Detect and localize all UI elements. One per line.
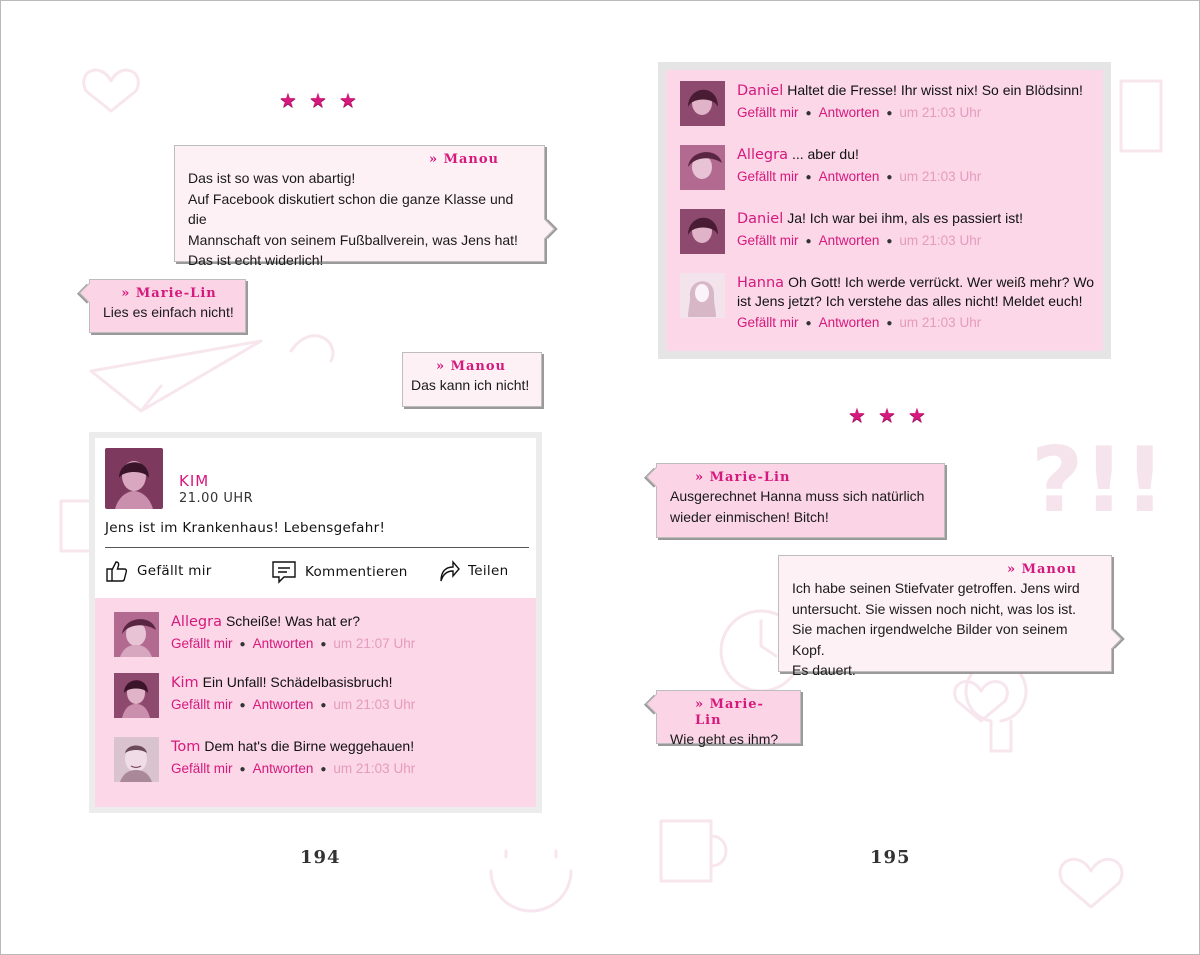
star-icon: ★: [279, 88, 297, 112]
commenter-name[interactable]: Daniel: [737, 83, 784, 99]
section-stars: [278, 90, 358, 110]
comment-like-link[interactable]: Gefällt mir: [737, 315, 799, 330]
share-label: Teilen: [468, 563, 509, 579]
comment-reply-link[interactable]: Antworten: [252, 697, 314, 712]
commenter-name[interactable]: Daniel: [737, 211, 784, 227]
comment-text: ... aber du!: [791, 146, 859, 162]
question-exclaim-doodle: ?!!: [1031, 428, 1166, 533]
avatar: [114, 612, 159, 657]
heart-doodle: [84, 70, 139, 111]
phone-doodle: [1121, 81, 1161, 151]
comment-row: Allegra ... aber du! Gefällt mir ● Antworten ● um 21:03 Uhr: [680, 145, 981, 190]
comment-row: Allegra Scheiße! Was hat er? Gefällt mir ● Antworten ● um 21:07 Uhr: [114, 612, 415, 657]
heart-doodle: [1060, 859, 1122, 907]
comment-row: Hanna Oh Gott! Ich werde verrückt. Wer weiß mehr? Wo ist Jens jetzt? Ich verstehe das alles nicht! Meldet euch! Gefällt mir ● Antworten ● um 21:03 Uhr: [680, 273, 1094, 333]
comment-text: ist Jens jetzt? Ich verstehe das alles nicht! Meldet euch!: [737, 293, 1083, 309]
swirl-doodle: [291, 336, 333, 361]
chat-bubble-manou: [402, 352, 542, 407]
bubble-sender: » Manou: [435, 359, 507, 374]
comment-text: Haltet die Fresse! Ihr wisst nix! So ein Blödsinn!: [787, 82, 1083, 98]
avatar: [680, 273, 725, 318]
bubble-sender: » Marie-Lin: [121, 286, 217, 301]
star-icon: ★: [309, 88, 327, 112]
avatar: [680, 209, 725, 254]
commenter-name[interactable]: Allegra: [737, 147, 788, 163]
commenter-name[interactable]: Kim: [171, 675, 199, 691]
chat-bubble-marie-lin: [656, 463, 945, 538]
heart-doodle: [955, 682, 1008, 721]
comments-section: [95, 598, 536, 807]
star-icon: ★: [908, 403, 926, 427]
avatar: [680, 81, 725, 126]
comment-button[interactable]: [271, 559, 408, 585]
bubble-text: Wie geht es ihm?: [670, 731, 779, 747]
star-icon: ★: [878, 403, 896, 427]
share-button[interactable]: [438, 559, 508, 583]
comment-row: Kim Ein Unfall! Schädelbasisbruch! Gefällt mir ● Antworten ● um 21:03 Uhr: [114, 673, 415, 718]
chat-bubble-manou: [778, 555, 1112, 678]
comment-like-link[interactable]: Gefällt mir: [171, 761, 233, 776]
avatar: [105, 448, 163, 509]
chat-bubble-manou: [174, 145, 545, 268]
post-actions: [105, 559, 525, 587]
comment-time: um 21:03 Uhr: [899, 233, 982, 248]
page-number: 194: [300, 847, 341, 868]
post-author[interactable]: KIM: [179, 472, 210, 490]
avatar: [114, 737, 159, 782]
bubble-text: Ausgerechnet Hanna muss sich natürlich wieder einmischen! Bitch!: [670, 488, 925, 525]
like-label: Gefällt mir: [137, 563, 212, 579]
comment-like-link[interactable]: Gefällt mir: [737, 169, 799, 184]
bubble-sender: » Manou: [1006, 562, 1077, 577]
comment-text: Ja! Ich war bei ihm, als es passiert ist!: [787, 210, 1023, 226]
share-arrow-icon: [438, 559, 460, 583]
comment-time: um 21:07 Uhr: [333, 636, 416, 651]
commenter-name[interactable]: Tom: [171, 739, 201, 755]
bubble-text: Das kann ich nicht!: [411, 377, 530, 393]
comment-row: Daniel Ja! Ich war bei ihm, als es passiert ist! Gefällt mir ● Antworten ● um 21:03 Uhr: [680, 209, 1023, 254]
like-button[interactable]: [105, 559, 212, 583]
bubble-sender: » Marie-Lin: [695, 697, 764, 728]
facebook-comment-thread: [658, 62, 1111, 359]
comment-time: um 21:03 Uhr: [333, 697, 416, 712]
comment-row: Daniel Haltet die Fresse! Ihr wisst nix! So ein Blödsinn! Gefällt mir ● Antworten ● um 21:03 Uhr: [680, 81, 1083, 126]
comment-reply-link[interactable]: Antworten: [252, 761, 314, 776]
post-time: 21.00 UHR: [179, 491, 254, 506]
comment-text: Dem hat's die Birne weggehauen!: [204, 738, 415, 754]
star-icon: ★: [339, 88, 357, 112]
comment-reply-link[interactable]: Antworten: [818, 105, 880, 120]
avatar: [114, 673, 159, 718]
comment-reply-link[interactable]: Antworten: [818, 315, 880, 330]
comment-label: Kommentieren: [305, 564, 408, 580]
bubble-sender: » Manou: [428, 152, 499, 167]
paper-plane-doodle: [91, 341, 261, 411]
commenter-name[interactable]: Allegra: [171, 614, 222, 630]
speech-bubble-icon: [271, 559, 297, 585]
comment-reply-link[interactable]: Antworten: [818, 233, 880, 248]
bubble-sender: » Marie-Lin: [695, 470, 791, 485]
comment-like-link[interactable]: Gefällt mir: [171, 636, 233, 651]
comment-reply-link[interactable]: Antworten: [818, 169, 880, 184]
commenter-name[interactable]: Hanna: [737, 275, 785, 291]
smiley-doodle: [491, 851, 571, 911]
comment-like-link[interactable]: Gefällt mir: [737, 105, 799, 120]
bubble-text: Das ist so was von abartig! Auf Facebook diskutiert schon die ganze Klasse und die Mannschaft von seinem Fußballverein, was Jens hat! Das ist echt widerlich!: [188, 170, 518, 268]
page-number: 195: [870, 847, 911, 868]
comment-time: um 21:03 Uhr: [899, 169, 982, 184]
comment-time: um 21:03 Uhr: [899, 105, 982, 120]
bubble-text: Ich habe seinen Stiefvater getroffen. Jens wird untersucht. Sie wissen noch nicht, was los ist. Sie machen irgendwelche Bilder von seinem Kopf. Es dauert.: [792, 580, 1080, 678]
comments-section: [666, 70, 1103, 351]
comment-like-link[interactable]: Gefällt mir: [171, 697, 233, 712]
comment-text: Oh Gott! Ich werde verrückt. Wer weiß mehr? Wo: [788, 274, 1095, 290]
comment-row: Tom Dem hat's die Birne weggehauen! Gefällt mir ● Antworten ● um 21:03 Uhr: [114, 737, 415, 782]
chat-bubble-marie-lin: [656, 690, 801, 747]
comment-text: Scheiße! Was hat er?: [225, 613, 361, 629]
bubble-text: Lies es einfach nicht!: [103, 304, 234, 320]
post-header: [105, 448, 253, 509]
comment-like-link[interactable]: Gefällt mir: [737, 233, 799, 248]
comment-reply-link[interactable]: Antworten: [252, 636, 314, 651]
mug-doodle: [661, 821, 726, 881]
section-stars: [847, 405, 927, 425]
divider: [105, 547, 529, 548]
comment-time: um 21:03 Uhr: [333, 761, 416, 776]
comment-time: um 21:03 Uhr: [899, 315, 982, 330]
comment-text: Ein Unfall! Schädelbasisbruch!: [202, 674, 393, 690]
thumbs-up-icon: [105, 559, 129, 583]
chat-bubble-marie-lin: [89, 279, 246, 333]
facebook-post: [89, 432, 542, 813]
post-text: Jens ist im Krankenhaus! Lebensgefahr!: [105, 520, 386, 536]
star-icon: ★: [848, 403, 866, 427]
avatar: [680, 145, 725, 190]
